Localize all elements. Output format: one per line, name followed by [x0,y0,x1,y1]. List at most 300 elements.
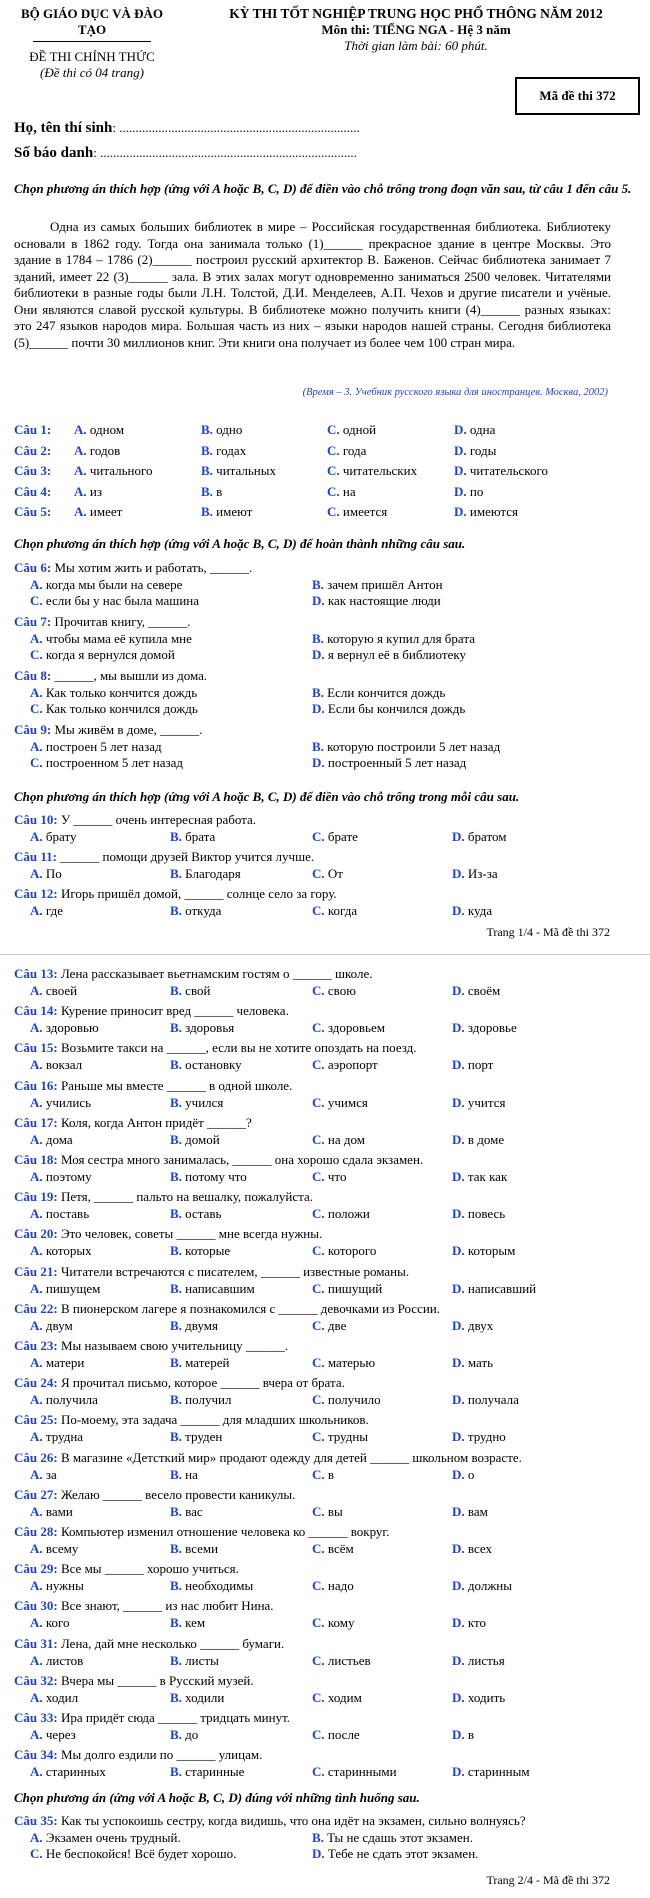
option-letter: D. [452,1615,465,1631]
option-text: нужны [45,1578,84,1594]
question-label: Câu 33: [14,1710,58,1725]
question-label: Câu 15: [14,1040,58,1056]
question-text: Петя, ______ пальто на вешалку, пожалуйста. [60,1189,313,1205]
option-d [452,1281,536,1297]
option-a [30,1132,73,1148]
option-text: всём [327,1541,354,1556]
option-a [30,1830,181,1846]
option-text: построенном 5 лет назад [45,755,184,770]
question-stem [14,1561,239,1577]
option-c [327,504,387,520]
option-text: имеется [342,504,388,519]
option-text: кого [45,1615,70,1631]
question-stem [14,886,337,902]
option-c [327,463,417,479]
option-a [30,1281,100,1297]
option-b [170,1578,253,1594]
option-a [30,739,162,755]
option-text: Ты не сдашь этот экзамен. [327,1830,473,1845]
option-text: Как только кончился дождь [45,701,198,716]
option-letter: B. [170,1689,182,1705]
question-text: Раньше мы вместе ______ в одной школе. [60,1077,293,1093]
option-d [452,1504,488,1520]
option-text: из [89,483,102,499]
question-stem [14,1189,313,1205]
question-text: Мы называем свою учительницу ______. [60,1338,289,1353]
option-text: года [342,442,367,458]
option-letter: D. [452,1355,465,1370]
question-stem [14,560,252,576]
question-label: Câu 35: [14,1813,58,1828]
exam-title: KỲ THI TỐT NGHIỆP TRUNG HỌC PHỔ THÔNG NĂM 2012 [229,6,603,21]
option-text: вами [45,1503,73,1519]
option-a [30,1690,78,1706]
question-label: Câu 28: [14,1524,58,1539]
option-b [170,1615,205,1631]
option-text: читальных [216,463,276,478]
section1-instruction: Chọn phương án thích hợp (ứng với A hoặc B, C, D) để điền vào chỗ trống trong đoạn văn sau, từ câu 1 đến câu 5. [14,181,632,196]
option-b [201,463,276,479]
option-d [452,1467,474,1483]
question-stem [14,1338,288,1354]
option-letter: A. [30,1830,43,1845]
option-text: трудны [327,1429,369,1445]
option-text: по [469,483,484,499]
option-c [312,1243,376,1259]
option-letter: A. [74,463,87,478]
option-b [170,1318,218,1334]
option-c [312,1690,362,1706]
option-letter: B. [170,1466,182,1482]
option-letter: B. [312,1830,324,1845]
candidate-number-label: Số báo danh [14,145,94,161]
option-text: куда [467,903,493,919]
option-d [454,484,483,500]
option-a [74,422,124,438]
question-text: Мы долго ездили по ______ улицам. [60,1747,263,1763]
option-letter: C. [312,1615,325,1631]
option-text: дома [45,1131,73,1147]
question-label: Câu 1: [14,422,52,437]
option-c [312,1541,354,1557]
option-letter: A. [30,903,43,919]
option-b [170,1690,224,1706]
option-b [170,1057,242,1073]
option-d [452,1132,504,1148]
option-letter: B. [170,1280,182,1296]
option-text: я вернул её в библиотеку [327,647,466,662]
option-text: остановку [185,1057,242,1073]
option-text: Экзамен очень трудный. [45,1830,181,1845]
option-text: братом [467,829,507,844]
option-text: трудна [45,1429,84,1445]
option-a [30,1169,92,1185]
option-text: имеет [89,504,123,519]
candidate-number-dots: : ............................................................................... [93,145,357,160]
option-text: старинных [45,1764,106,1780]
question-stem [14,722,202,738]
exam-code-box: Mã đề thi 372 [515,77,640,115]
question-label: Câu 26: [14,1449,58,1465]
question-label: Câu 13: [14,966,58,981]
option-letter: A. [30,866,43,882]
option-d [452,1206,505,1222]
option-letter: C. [312,1578,325,1594]
option-a [30,1727,76,1743]
option-letter: A. [30,1392,43,1408]
option-text: когда [327,903,358,919]
question-row [14,443,634,461]
option-text: одном [89,422,125,437]
option-text: всех [467,1541,492,1556]
option-text: на дом [327,1131,365,1147]
option-text: пишущий [327,1280,383,1296]
option-text: свою [327,983,356,998]
option-d [452,1578,512,1594]
option-letter: A. [30,577,43,592]
question-label: Câu 16: [14,1077,58,1093]
option-c [312,1578,354,1594]
candidate-number-field [14,145,357,162]
option-text: имеют [216,504,253,519]
option-a [30,1429,83,1445]
option-letter: A. [30,1764,43,1780]
option-letter: A. [30,1615,43,1631]
question-stem [14,668,207,684]
option-letter: C. [312,1020,325,1036]
page-divider [0,954,650,955]
option-letter: D. [452,1764,465,1780]
option-letter: D. [452,1243,465,1259]
question-stem [14,1264,409,1280]
option-text: аэропорт [327,1057,378,1073]
question-stem [14,849,314,865]
option-letter: D. [452,903,465,919]
option-letter: C. [312,829,325,844]
option-d [452,866,498,882]
option-letter: B. [170,1020,182,1036]
option-letter: B. [170,866,182,882]
option-letter: C. [312,1280,325,1296]
option-letter: B. [201,442,213,458]
option-text: По [45,866,62,882]
option-letter: B. [170,1429,182,1445]
option-text: читального [89,463,153,478]
option-d [312,1846,478,1862]
option-letter: A. [30,1094,43,1110]
option-letter: D. [452,1652,465,1668]
option-d [452,903,492,919]
question-row [14,463,634,481]
option-text: всему [45,1541,79,1556]
section3-instruction: Chọn phương án thích hợp (ứng với A hoặc B, C, D) để điền vào chỗ trống trong mỗi câu sau. [14,789,520,804]
option-b [170,1727,198,1743]
option-text: оставь [185,1206,222,1222]
question-label: Câu 4: [14,483,52,499]
question-label: Câu 27: [14,1486,58,1502]
question-row [14,484,634,502]
option-text: От [327,866,343,882]
option-text: ходить [467,1689,506,1705]
option-letter: D. [452,1094,465,1110]
option-c [312,1206,370,1222]
option-text: Из-за [467,866,498,882]
question-text: Лена рассказывает вьетнамским гостям о ______ школе. [60,966,373,981]
option-d [454,463,548,479]
option-c [312,1727,360,1743]
option-a [30,983,77,999]
question-stem [14,1301,440,1317]
option-a [30,866,62,882]
option-c [30,647,175,663]
option-letter: C. [312,903,325,919]
option-c [312,1615,355,1631]
reading-passage: Одна из самых больших библиотек в мире – Российская государственная библиотека. Библиотеку основали в 1862 году. Тогда она занимала только (1)______ прекрасное здание в центре Москвы. Это здание в 1784 – 1786 (2)______ построил русский архитектор В. Баженов. Сейчас библиотека занимает 7 зданий, имеет 22 (3)______ зала. В этих залах могут одновременно заниматься 2500 человек. Читателями библиотеки в разные годы были Л.Н. Толстой, Д.И. Менделеев, А.П. Чехов и другие писатели и учёные. Они являются славой русской культуры. В библиотеке можно получить книги (4)______ разных языках: это 247 языков народов мира. Большая часть из них – языки народов нашей страны. Сегодня библиотека (5)______ почти 30 миллионов книг. Эти книги она получает из более чем 100 стран мира. [14,219,611,350]
question-label: Câu 12: [14,886,58,902]
option-text: своём [467,983,501,998]
option-text: здоровья [185,1020,235,1036]
option-text: если бы у нас была машина [45,593,200,608]
option-text: здоровью [45,1020,99,1036]
option-letter: C. [312,1392,325,1408]
question-text: Ира придёт сюда ______ тридцать минут. [60,1710,291,1725]
option-d [452,1243,515,1259]
question-stem [14,1673,254,1689]
question-label: Câu 24: [14,1375,58,1391]
question-stem [14,1524,390,1540]
question-stem [14,1450,522,1466]
option-b [312,577,443,593]
option-letter: B. [170,1578,182,1594]
option-letter: A. [30,1578,43,1594]
option-b [170,1653,219,1669]
option-letter: B. [201,463,213,478]
option-letter: B. [170,1355,182,1370]
option-letter: B. [201,483,213,499]
option-text: через [45,1727,76,1742]
option-letter: B. [170,903,182,919]
option-text: которым [467,1243,516,1259]
option-text: повесь [467,1206,506,1222]
option-text: которую я купил для брата [327,631,475,646]
question-text: Я прочитал письмо, которое ______ вчера от брата. [60,1375,345,1391]
option-text: Не беспокойся! Всё будет хорошо. [45,1846,237,1861]
option-text: должны [467,1578,512,1594]
option-text: получил [185,1392,232,1408]
option-text: матерью [327,1355,376,1370]
option-text: чтобы мама её купила мне [45,631,192,646]
option-b [312,631,475,647]
option-a [30,1206,89,1222]
candidate-name-label: Họ, tên thí sinh [14,120,113,136]
option-a [30,1020,99,1036]
option-text: кем [185,1615,206,1631]
section4-instruction: Chọn phương án (ứng với A hoặc B, C, D) đúng với những tình huống sau. [14,1790,420,1805]
option-text: вокзал [45,1057,83,1073]
question-text: ______, мы вышли из дома. [54,668,208,683]
option-letter: B. [312,685,324,700]
question-row [14,422,634,440]
option-letter: A. [30,1652,43,1668]
question-label: Câu 11: [14,849,57,865]
option-d [452,1169,507,1185]
passage-citation: (Время – 3. Учебник русского языка для иностранцев. Москва, 2002) [302,387,608,398]
option-letter: B. [170,1057,182,1073]
option-text: зачем пришёл Антон [327,577,443,592]
option-b [170,983,210,999]
option-b [170,1429,222,1445]
option-b [170,1504,203,1520]
question-label: Câu 7: [14,614,52,629]
option-text: годах [216,442,247,458]
option-c [30,1846,236,1862]
option-letter: C. [312,1466,325,1482]
option-letter: C. [312,1206,325,1222]
option-text: поставь [45,1206,90,1222]
question-text: Желаю ______ весело провести каникулы. [60,1486,296,1502]
question-text: Мы хотим жить и работать, ______. [54,560,253,575]
option-text: которого [327,1243,377,1259]
option-letter: A. [30,1280,43,1296]
option-letter: B. [170,1169,182,1184]
option-letter: C. [312,1652,325,1668]
option-text: написавший [467,1280,537,1296]
option-a [30,1615,70,1631]
option-a [30,903,63,919]
option-a [74,504,122,520]
option-letter: C. [312,1094,325,1110]
question-label: Câu 23: [14,1338,58,1353]
option-a [30,1764,106,1780]
option-letter: C. [312,1169,325,1184]
option-c [312,1653,371,1669]
option-text: двум [45,1317,73,1333]
option-letter: A. [74,422,87,437]
option-letter: C. [327,483,340,499]
pages-note: (Đề thi có 04 trang) [40,65,144,80]
option-letter: C. [312,1317,325,1333]
ministry-name: BỘ GIÁO DỤC VÀ ĐÀO TẠO [20,6,164,37]
question-text: Все мы ______ хорошо учиться. [60,1561,239,1577]
option-letter: A. [30,1429,43,1445]
option-text: пишущем [45,1280,101,1296]
option-letter: D. [454,442,467,458]
option-letter: D. [452,1131,465,1147]
question-label: Câu 5: [14,504,52,519]
option-letter: D. [312,593,325,608]
option-letter: D. [452,1317,465,1333]
question-text: Возьмите такси на ______, если вы не хотите опоздать на поезд. [60,1040,417,1056]
option-text: когда мы были на севере [45,577,183,592]
question-label: Câu 30: [14,1598,58,1614]
question-text: По-моему, эта задача ______ для младших школьников. [60,1412,369,1428]
option-letter: C. [312,866,325,882]
question-stem [14,1226,322,1242]
official-label: ĐỀ THI CHÍNH THỨC [29,49,155,64]
option-d [454,422,495,438]
option-text: поэтому [45,1169,92,1184]
option-c [312,1281,382,1297]
option-text: учился [185,1094,224,1110]
option-letter: A. [30,1355,43,1370]
option-text: здоровьем [327,1020,385,1036]
option-text: потому что [185,1169,247,1184]
option-letter: D. [452,829,465,844]
option-letter: A. [30,1020,43,1036]
option-b [170,1243,230,1259]
option-c [312,1467,334,1483]
option-c [312,1095,368,1111]
option-a [30,1057,82,1073]
question-label: Câu 10: [14,812,58,827]
option-text: учится [467,1094,506,1110]
option-c [312,866,343,882]
option-text: Благодаря [185,866,241,882]
option-text: вы [327,1503,343,1519]
option-letter: A. [30,1206,43,1222]
question-label: Câu 34: [14,1747,58,1763]
option-a [74,463,153,479]
option-letter: A. [30,1317,43,1333]
option-c [30,593,199,609]
question-text: Компьютер изменил отношение человека ко ______ вокруг. [60,1524,390,1539]
header-right [186,6,646,54]
option-text: старинными [327,1764,397,1780]
question-stem [14,812,256,828]
question-label: Câu 22: [14,1300,58,1316]
question-text: Как ты успокоишь сестру, когда видишь, что она идёт на экзамен, сильно волнуясь? [60,1813,526,1828]
option-letter: D. [452,866,465,882]
option-text: учимся [327,1094,368,1110]
option-letter: D. [452,1280,465,1296]
option-text: которых [45,1243,92,1259]
option-b [170,1169,247,1185]
option-b [312,1830,473,1846]
option-text: вас [185,1503,203,1519]
option-letter: D. [312,1846,325,1861]
option-text: кому [327,1615,355,1631]
question-label: Câu 18: [14,1152,58,1167]
option-text: матери [45,1355,85,1370]
option-letter: D. [452,983,465,998]
option-letter: C. [312,1764,325,1780]
option-d [452,1727,474,1743]
option-text: ходим [327,1689,362,1705]
option-a [30,1541,78,1557]
option-d [452,1653,505,1669]
option-letter: B. [170,829,182,844]
option-letter: A. [74,483,87,499]
option-letter: D. [452,1541,465,1556]
option-text: после [327,1727,360,1742]
option-c [312,1764,397,1780]
option-letter: B. [170,1392,182,1408]
option-a [30,1243,92,1259]
option-text: так как [467,1169,508,1184]
option-letter: B. [170,1764,182,1780]
option-c [312,1132,365,1148]
option-d [312,593,441,609]
question-label: Câu 17: [14,1114,58,1130]
option-text: когда я вернулся домой [45,647,175,662]
option-letter: C. [312,1503,325,1519]
option-text: одно [216,422,243,437]
option-a [74,443,120,459]
option-letter: C. [312,1131,325,1147]
candidate-name-field [14,120,360,137]
option-letter: D. [312,755,325,770]
option-letter: B. [312,631,324,646]
